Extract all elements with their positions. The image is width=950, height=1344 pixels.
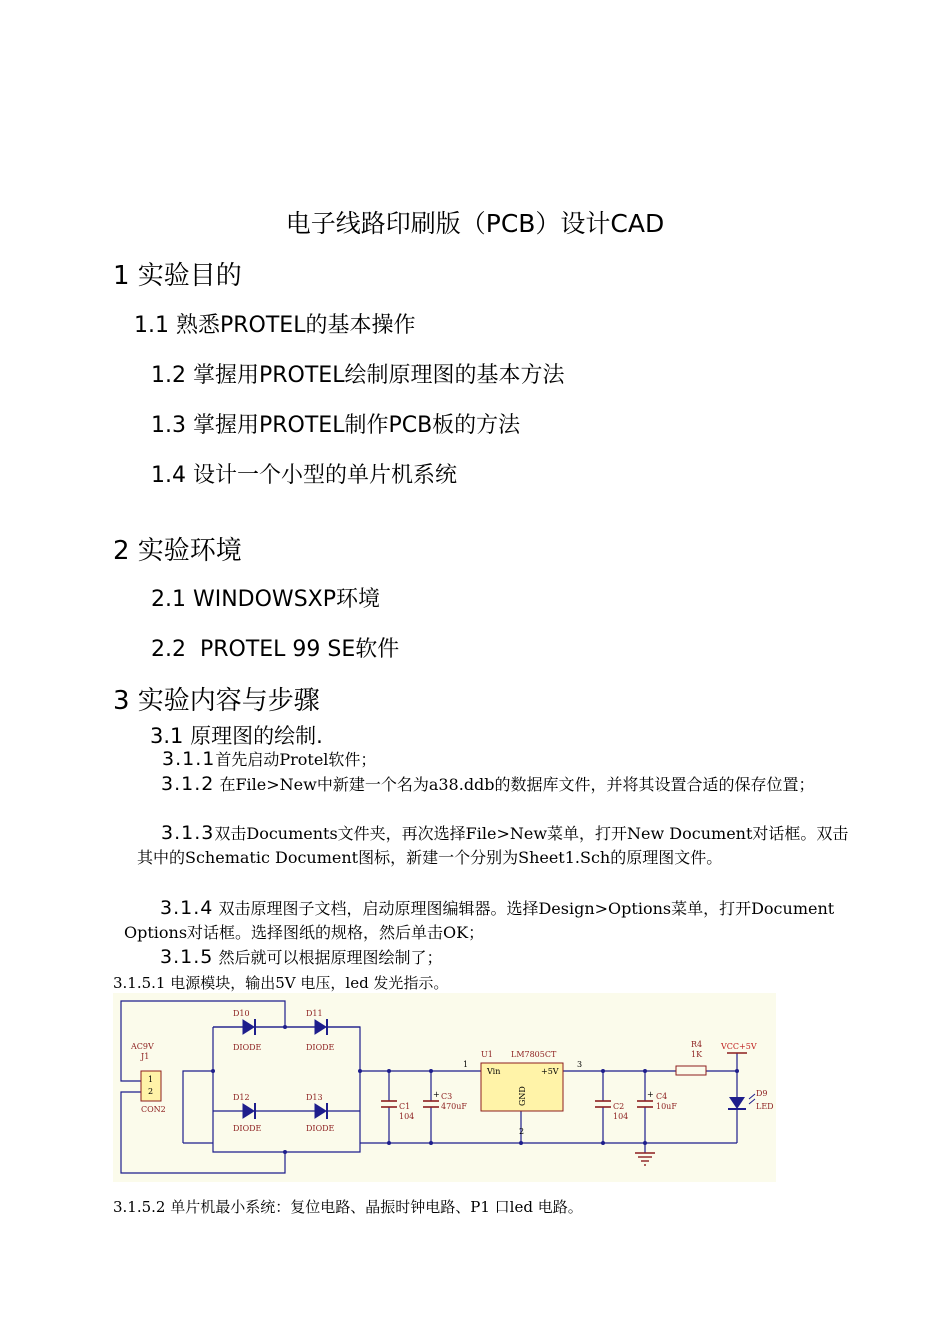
label-c3: C3: [441, 1092, 453, 1101]
section-heading-1: 1 实验目的: [113, 261, 242, 291]
label-c4-value: 10uF: [656, 1102, 677, 1111]
environment-item-2: 2.2 PROTEL 99 SE软件: [151, 637, 400, 662]
label-d9: D9: [756, 1089, 768, 1098]
label-gnd: GND: [518, 1086, 527, 1106]
resistor-r4: [676, 1066, 706, 1075]
power-supply-schematic: [113, 993, 776, 1182]
document-title: 电子线路印刷版（PCB）设计CAD: [285, 209, 665, 238]
label-c4: C4: [656, 1092, 668, 1101]
label-d13: D13: [306, 1093, 323, 1102]
step-number: 3.1.4: [160, 897, 214, 919]
step-3-1-4: [124, 896, 860, 945]
section-heading-3: 3 实验内容与步骤: [113, 686, 320, 716]
label-d10-type: DIODE: [233, 1043, 262, 1052]
label-net1: 1: [463, 1060, 469, 1069]
step-3-1-5: [124, 945, 860, 970]
step-3-1-2: [137, 772, 860, 797]
label-c1: C1: [399, 1102, 411, 1111]
objective-item-1: 1.1 熟悉PROTEL的基本操作: [134, 313, 416, 338]
environment-item-1: 2.1 WINDOWSXP环境: [151, 587, 380, 612]
label-d11-type: DIODE: [306, 1043, 335, 1052]
step-text: 双击原理图子文档，启动原理图编辑器。选择Design>Options菜单，打开Document Options对话框。选择图纸的规格，然后单击OK；: [124, 899, 835, 942]
label-c1-value: 104: [399, 1112, 415, 1121]
objective-item-3: 1.3 掌握用PROTEL制作PCB板的方法: [151, 413, 521, 438]
step-number: 3.1.1: [162, 748, 216, 770]
label-5v: +5V: [541, 1067, 559, 1076]
label-d10: D10: [233, 1009, 250, 1018]
subsection-heading-3-1: 3.1 原理图的绘制.: [150, 724, 323, 748]
objective-item-4: 1.4 设计一个小型的单片机系统: [151, 463, 457, 488]
label-vcc: VCC+5V: [721, 1042, 757, 1051]
subsection-3-1-5-1: 3.1.5.1 电源模块，输出5V 电压，led 发光指示。: [113, 974, 449, 992]
objective-item-2: 1.2 掌握用PROTEL绘制原理图的基本方法: [151, 363, 565, 388]
label-c3-plus: +: [433, 1090, 440, 1099]
step-3-1-3: [137, 821, 860, 870]
label-r4-value: 1K: [691, 1050, 703, 1059]
step-text: 在File>New中新建一个名为a38.ddb的数据库文件，并将其设置合适的保存位置；: [219, 775, 815, 794]
label-ac9v: AC9V: [131, 1042, 154, 1051]
label-c4-plus: +: [647, 1090, 654, 1099]
label-c2-value: 104: [613, 1112, 629, 1121]
step-text: 首先启动Protel软件；: [215, 750, 377, 769]
label-u1: U1: [481, 1050, 493, 1059]
label-lm7805: LM7805CT: [511, 1050, 557, 1059]
subsection-3-1-5-2: 3.1.5.2 单片机最小系统：复位电路、晶振时钟电路、P1 口led 电路。: [113, 1198, 583, 1216]
label-con2: CON2: [141, 1105, 166, 1114]
label-d13-type: DIODE: [306, 1124, 335, 1133]
step-number: 3.1.5: [160, 946, 214, 968]
label-r4: R4: [691, 1040, 703, 1049]
label-d11: D11: [306, 1009, 323, 1018]
step-number: 3.1.2: [161, 773, 215, 795]
section-heading-2: 2 实验环境: [113, 536, 242, 566]
label-pin2: 2: [148, 1087, 154, 1096]
label-d12: D12: [233, 1093, 250, 1102]
label-led: LED: [756, 1102, 774, 1111]
label-c2: C2: [613, 1102, 625, 1111]
step-3-1-1: [124, 747, 860, 772]
step-text: 然后就可以根据原理图绘制了；: [218, 948, 443, 967]
step-number: 3.1.3: [161, 822, 215, 844]
label-net3: 3: [577, 1060, 583, 1069]
label-pin1: 1: [148, 1075, 154, 1084]
label-j1: J1: [141, 1052, 150, 1061]
label-net2: 2: [519, 1127, 525, 1136]
label-vin: Vin: [487, 1067, 501, 1076]
label-c3-value: 470uF: [441, 1102, 467, 1111]
step-text: 双击Documents文件夹，再次选择File>New菜单，打开New Document对话框。双击其中的Schematic Document图标，新建一个分别为Sheet1.Sch的原理图文件。: [137, 824, 849, 867]
label-d12-type: DIODE: [233, 1124, 262, 1133]
